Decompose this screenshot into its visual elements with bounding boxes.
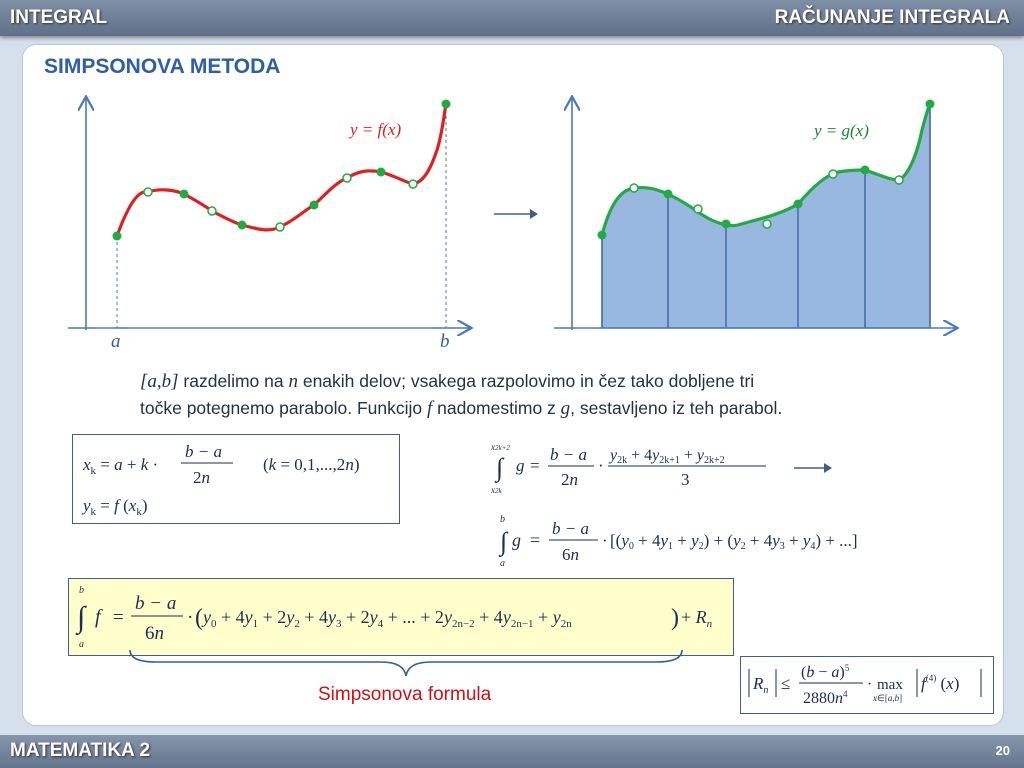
svg-text:b: b <box>500 514 505 525</box>
svg-text:2880n4: $2880n^4$ <box>803 689 848 707</box>
svg-text:∫: ∫ <box>77 601 86 634</box>
arrow-right <box>490 204 550 224</box>
svg-text:g: g <box>516 456 525 475</box>
bottom-bar <box>0 735 1024 768</box>
svg-text:·: · <box>187 607 194 628</box>
svg-text:max: max <box>877 677 903 693</box>
svg-text:g: g <box>512 530 521 550</box>
graph-left <box>60 90 480 360</box>
svg-text:(: ( <box>195 605 203 631</box>
svg-text:·: · <box>602 531 608 550</box>
svg-text:y0 + 4y1 + 2y2 + 4y3 + 2y4 + .: $y_0 + 4y_1 + 2y_2 + 4y_3 + 2y_4$ + ... + $2y_{2n-2} + 4y_{2n-1} + y_{2n}$ <box>203 607 572 630</box>
svg-text:b − a: b − a <box>135 593 177 614</box>
svg-text:2n: 2n <box>193 468 210 487</box>
svg-text:y2k + 4y2k+1 + y2k+2: y2k + 4y2k+1 + y2k+2 <box>610 447 725 466</box>
svg-text:+ Rn: + $R_n$ <box>681 607 713 630</box>
svg-text:2n: 2n <box>561 470 578 489</box>
svg-text:(b − a)5: $(b - a)^5$ <box>801 663 850 681</box>
svg-text:3: 3 <box>681 470 690 489</box>
svg-text:6n: 6n <box>145 623 164 644</box>
error-bound-box <box>740 656 994 714</box>
svg-text:a: a <box>500 558 505 569</box>
svg-text:≤: ≤ <box>781 674 791 693</box>
svg-text:b − a: b − a <box>185 442 222 461</box>
svg-text:=: = <box>530 456 540 475</box>
svg-text:b: b <box>79 585 84 596</box>
svg-text:f: f <box>95 606 101 628</box>
label-f: y = f(x) <box>350 120 402 139</box>
brace <box>126 646 686 682</box>
definition-box <box>72 434 400 524</box>
svg-text:yk = f (xk): $y_k = f$ $(x_k)$ <box>83 496 148 518</box>
graph-right <box>550 90 970 350</box>
svg-text:Rn: $R_n$ <box>753 674 769 696</box>
svg-text:b − a: b − a <box>552 519 589 538</box>
simpson-formula-label: Simpsonova formula <box>318 684 492 705</box>
svg-text:·: · <box>598 456 604 475</box>
svg-text:(k = 0,1,...,2n): (k = 0,1,...,2n) <box>263 455 360 474</box>
header-left: INTEGRAL <box>10 7 108 28</box>
arrow-right-2 <box>790 458 840 478</box>
svg-text:xk = a + k ·: $x_k = a + k$ · <box>83 455 159 477</box>
svg-text:x2k+2: x2k+2 <box>491 442 510 452</box>
top-bar <box>0 0 1024 36</box>
svg-text:x2k: x2k <box>491 485 502 495</box>
footer-left: MATEMATIKA 2 <box>10 740 151 761</box>
label-a: a <box>111 331 121 352</box>
svg-text:f(4) (x): $f^{(4)}$ (x) <box>921 673 960 693</box>
label-g: y = g(x) <box>814 121 869 140</box>
svg-text:=: = <box>530 530 541 550</box>
svg-text:·: · <box>867 676 873 693</box>
header-right: RAČUNANJE INTEGRALA <box>774 7 1010 28</box>
svg-text:b − a: b − a <box>550 445 587 464</box>
svg-text:∫: ∫ <box>496 453 504 482</box>
page-title: SIMPSONOVA METODA <box>44 55 281 78</box>
svg-text:a: a <box>79 639 84 650</box>
svg-text:=: = <box>113 607 124 628</box>
sum-formula <box>494 512 964 570</box>
simpson-formula-box <box>68 578 734 656</box>
svg-text:∫: ∫ <box>500 527 508 556</box>
page-number: 20 <box>995 743 1010 758</box>
svg-text:[(y0 + 4y1 + y2) + (y2 + 4y3 +: [(y0 + 4y1 + y2) + (y2 + 4y3 + y4) + ...] <box>610 531 858 552</box>
svg-text:): ) <box>671 605 679 631</box>
label-b: b <box>440 331 450 352</box>
description-text: [a,b] razdelimo na n enakih delov; vsakega razpolovimo in čez tako dobljene tri točke potegnemo parabolo. Funkcijo f nadomestimo z g, sestavljeno iz teh parabol. <box>140 371 783 419</box>
svg-text:x∈[a,b]: x∈[a,b] <box>873 693 903 703</box>
svg-text:6n: 6n <box>562 545 579 564</box>
